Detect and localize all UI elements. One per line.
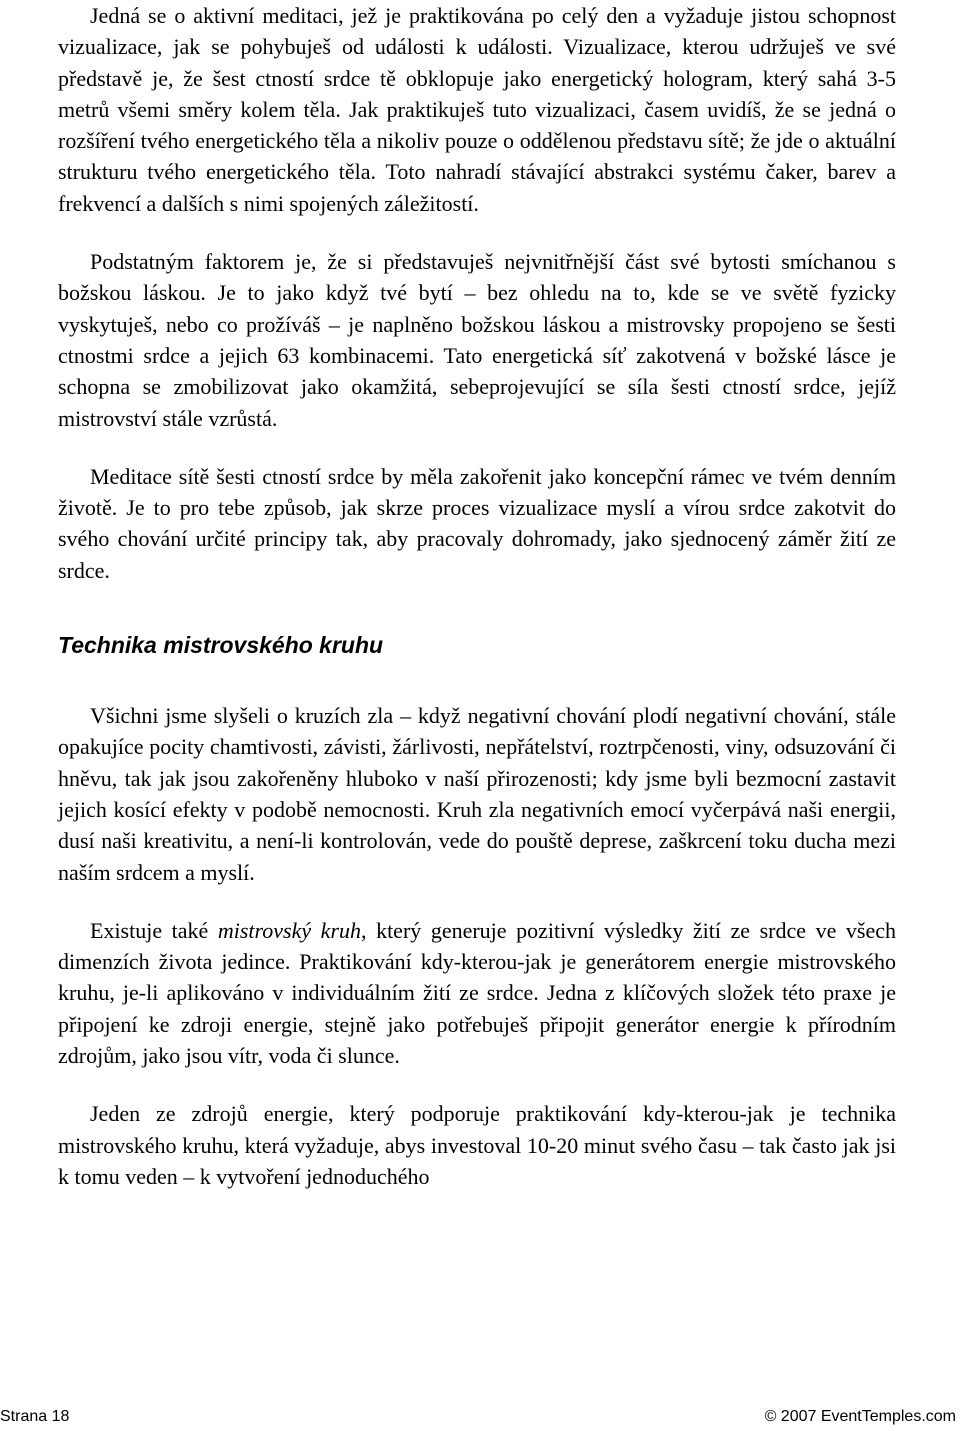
paragraph-master-circle-emphasis: mistrovský kruh xyxy=(217,917,362,943)
paragraph-energy-source: Jeden ze zdrojů energie, který podporuje praktikování kdy-kterou-jak je technika mistrovského kruhu, která vyžaduje, abys investoval 10-20 minut svého času – tak často jak jsi k tomu veden – k vytvoření jednoduchého xyxy=(58,1101,896,1189)
paragraph-divine-love: Podstatným faktorem je, že si představuješ nejvnitřnější část své bytosti smíchanou s božskou láskou. Je to jako když tvé bytí – bez ohledu na to, kde se ve světě fyzicky vyskytuješ, nebo co prožíváš – je naplněno božskou láskou a mistrovsky propojeno se šesti ctnostmi srdce a jejich 63 kombinacemi. Tato energetická síť zakotvená v božské lásce je schopna se zmobilizovat jako okamžitá, sebeprojevující se síla šesti ctností srdce, jejíž mistrovství stále vzrůstá. xyxy=(58,249,896,431)
paragraph-meditation-intro: Jedná se o aktivní meditaci, jež je praktikována po celý den a vyžaduje jistou schopnost vizualizace, jak se pohybuješ od události k události. Vizualizace, kterou udržuješ ve své představě je, že šest ctností srdce tě obklopuje jako energetický hologram, který sahá 3-5 metrů všemi směry kolem těla. Jak praktikuješ tuto vizualizaci, časem uvidíš, že se jedná o rozšíření tvého energetického těla a nikoliv pouze o oddělenou představu sítě; že jde o aktuální strukturu tvého energetického těla. Toto nahradí stávající abstrakci systému čaker, barev a frekvencí a dalších s nimi spojených záležitostí. xyxy=(58,3,896,216)
paragraph-master-circle-start: Existuje také xyxy=(90,917,218,943)
document-page xyxy=(58,0,896,1192)
paragraph-master-circle-end: , který generuje pozitivní výsledky žití ze srdce ve všech dimenzích života jedince. Praktikování kdy-kterou-jak je generátorem energie mistrovského kruhu, je-li aplikováno v individuálním žití ze srdce. Jedna z klíčových složek této praxe je připojení ke zdroji energie, stejně jako potřebuješ připojit generátor energie k přírodním zdrojům, jako jsou vítr, voda či slunce. xyxy=(58,917,896,1069)
copyright-notice: © 2007 EventTemples.com xyxy=(764,1408,956,1425)
paragraph-vicious-circle: Všichni jsme slyšeli o kruzích zla – když negativní chování plodí negativní chování, stále opakujíce pocity chamtivosti, závisti, žárlivosti, nepřátelství, roztrpčenosti, viny, odsuzování či hněvu, tak jak jsou zakořeněny hluboko v naší přirozenosti; kdy jsme byli bezmocní zastavit jejich kosící efekty v podobě nemocnosti. Kruh zla negativních emocí vyčerpává naši energii, dusí naši kreativitu, a není-li kontrolován, vede do pouště deprese, zaškrcení toku ducha mezi naším srdcem a myslí. xyxy=(58,703,896,885)
page-number: Strana 18 xyxy=(0,1408,70,1425)
paragraph-master-circle xyxy=(58,915,896,1071)
paragraph-conceptual-frame: Meditace sítě šesti ctností srdce by měla zakořenit jako koncepční rámec ve tvém denním životě. Je to pro tebe způsob, jak skrze proces vizualizace myslí a vírou srdce zakotvit do svého chování určité principy tak, aby pracovaly dohromady, jako sjednocený záměr žití ze srdce. xyxy=(58,463,896,583)
section-heading: Technika mistrovského kruhu xyxy=(58,632,384,659)
